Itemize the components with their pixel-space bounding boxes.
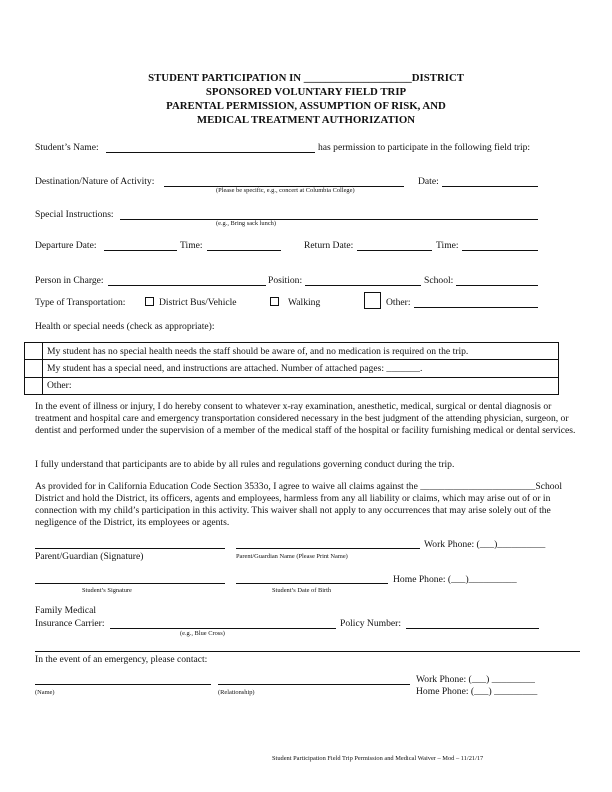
parent-work-phone[interactable]: Work Phone: (___)__________ xyxy=(424,539,546,550)
policy-number-label: Policy Number: xyxy=(340,618,402,629)
emergency-divider xyxy=(35,651,580,652)
footer-text: Student Participation Field Trip Permission and Medical Waiver – Mod – 11/21/17 xyxy=(272,755,484,762)
home-phone[interactable]: Home Phone: (___)__________ xyxy=(393,574,517,585)
parent-name-line[interactable] xyxy=(236,548,420,549)
health-row3-text: Other: xyxy=(47,380,72,391)
insurance-label-line1: Family Medical xyxy=(35,605,97,616)
student-signature-line[interactable] xyxy=(35,583,225,584)
health-checkbox-column xyxy=(42,342,43,395)
emergency-name-line[interactable] xyxy=(35,684,211,685)
insurance-carrier-field[interactable] xyxy=(110,628,336,629)
departure-date-field[interactable] xyxy=(104,250,177,251)
parent-name-caption: Parent/Guardian Name (Please Print Name) xyxy=(236,553,348,560)
bus-option-label: District Bus/Vehicle xyxy=(159,297,237,308)
district-name-blank[interactable]: ____________________ xyxy=(303,72,412,84)
title-line-1 xyxy=(0,72,612,85)
title-suffix: DISTRICT xyxy=(411,72,464,84)
instructions-hint: (e.g., Bring sack lunch) xyxy=(216,220,276,227)
health-row2-text: My student has a special need, and instructions are attached. Number of attached pages: _______. xyxy=(47,363,423,374)
destination-hint: (Please be specific, e.g., concert at Columbia College) xyxy=(216,187,355,194)
parent-signature-caption: Parent/Guardian (Signature) xyxy=(35,551,144,562)
emergency-relationship-line[interactable] xyxy=(218,684,410,685)
emergency-relationship-caption: (Relationship) xyxy=(218,689,255,696)
policy-number-field[interactable] xyxy=(406,628,539,629)
instructions-field[interactable] xyxy=(120,219,538,220)
title-line-4: MEDICAL TREATMENT AUTHORIZATION xyxy=(196,114,416,126)
return-time-field[interactable] xyxy=(462,250,538,251)
health-row3-checkbox[interactable] xyxy=(26,378,41,393)
emergency-name-caption: (Name) xyxy=(35,689,55,696)
departure-time-field[interactable] xyxy=(207,250,281,251)
student-signature-caption: Student’s Signature xyxy=(82,587,132,594)
bus-checkbox[interactable] xyxy=(145,297,154,306)
trip-date-field[interactable] xyxy=(442,186,538,187)
rules-paragraph: I fully understand that participants are to abide by all rules and regulations governing conduct during the trip. xyxy=(35,459,455,470)
person-in-charge-label: Person in Charge: xyxy=(35,275,104,286)
parent-signature-line[interactable] xyxy=(35,548,225,549)
emergency-label: In the event of an emergency, please contact: xyxy=(35,654,208,665)
return-date-label: Return Date: xyxy=(304,240,354,251)
transport-label: Type of Transportation: xyxy=(35,297,126,308)
health-row2-checkbox[interactable] xyxy=(26,361,41,376)
title-line-3: PARENTAL PERMISSION, ASSUMPTION OF RISK, AND xyxy=(166,100,446,112)
health-row1-text: My student has no special health needs the staff should be aware of, and no medication is required on the trip. xyxy=(47,346,469,357)
other-transport-checkbox[interactable] xyxy=(364,292,381,309)
emergency-home-phone[interactable]: Home Phone: (___) _________ xyxy=(416,686,538,697)
destination-label: Destination/Nature of Activity: xyxy=(35,176,155,187)
walking-checkbox[interactable] xyxy=(270,297,279,306)
instructions-label: Special Instructions: xyxy=(35,209,114,220)
waiver-paragraph: As provided for in California Education Code Section 3533o, I agree to waive all claims against the ________________________School District and hold the District, its officers, agents and employees, harmless from any all liability or claims, which may arise out of or in connection with my child’s participation in this activity. This waiver shall not apply to any occurrences that may arise solely out of the negligence of the District, its employees or agents. xyxy=(35,481,563,528)
position-label: Position: xyxy=(268,275,303,286)
walking-option-label: Walking xyxy=(288,297,321,308)
return-date-field[interactable] xyxy=(357,250,432,251)
consent-paragraph: In the event of illness or injury, I do hereby consent to whatever x-ray examination, anesthetic, medical, surgical or dental diagnosis or treatment and hospital care and emergency transportation considered necessary in the best judgment of the attending physician, surgeon, or dentist and performed under the supervision of a member of the medical staff of the hospital or facility furnishing medical or dental services. xyxy=(35,401,576,436)
school-field[interactable] xyxy=(456,285,538,286)
student-name-field[interactable] xyxy=(106,152,315,153)
student-dob-line[interactable] xyxy=(236,583,388,584)
trip-date-label: Date: xyxy=(418,176,439,187)
student-name-suffix: has permission to participate in the following field trip: xyxy=(318,142,531,153)
health-label: Health or special needs (check as appropriate): xyxy=(35,321,215,332)
insurance-hint: (e.g., Blue Cross) xyxy=(180,630,225,637)
person-in-charge-field[interactable] xyxy=(108,285,266,286)
health-row-divider xyxy=(24,359,559,360)
departure-time-label: Time: xyxy=(180,240,203,251)
school-label: School: xyxy=(424,275,454,286)
health-row-divider xyxy=(24,377,559,378)
title-prefix: STUDENT PARTICIPATION IN xyxy=(148,72,304,84)
health-row1-checkbox[interactable] xyxy=(26,343,41,358)
insurance-label-line2: Insurance Carrier: xyxy=(35,618,105,629)
return-time-label: Time: xyxy=(436,240,459,251)
student-dob-caption: Student’s Date of Birth xyxy=(272,587,332,594)
title-line-2: SPONSORED VOLUNTARY FIELD TRIP xyxy=(205,86,407,98)
emergency-work-phone[interactable]: Work Phone: (___) _________ xyxy=(416,674,535,685)
other-transport-field[interactable] xyxy=(414,307,538,308)
departure-date-label: Departure Date: xyxy=(35,240,97,251)
other-transport-label: Other: xyxy=(386,297,411,308)
position-field[interactable] xyxy=(305,285,421,286)
student-name-label: Student’s Name: xyxy=(35,142,99,153)
